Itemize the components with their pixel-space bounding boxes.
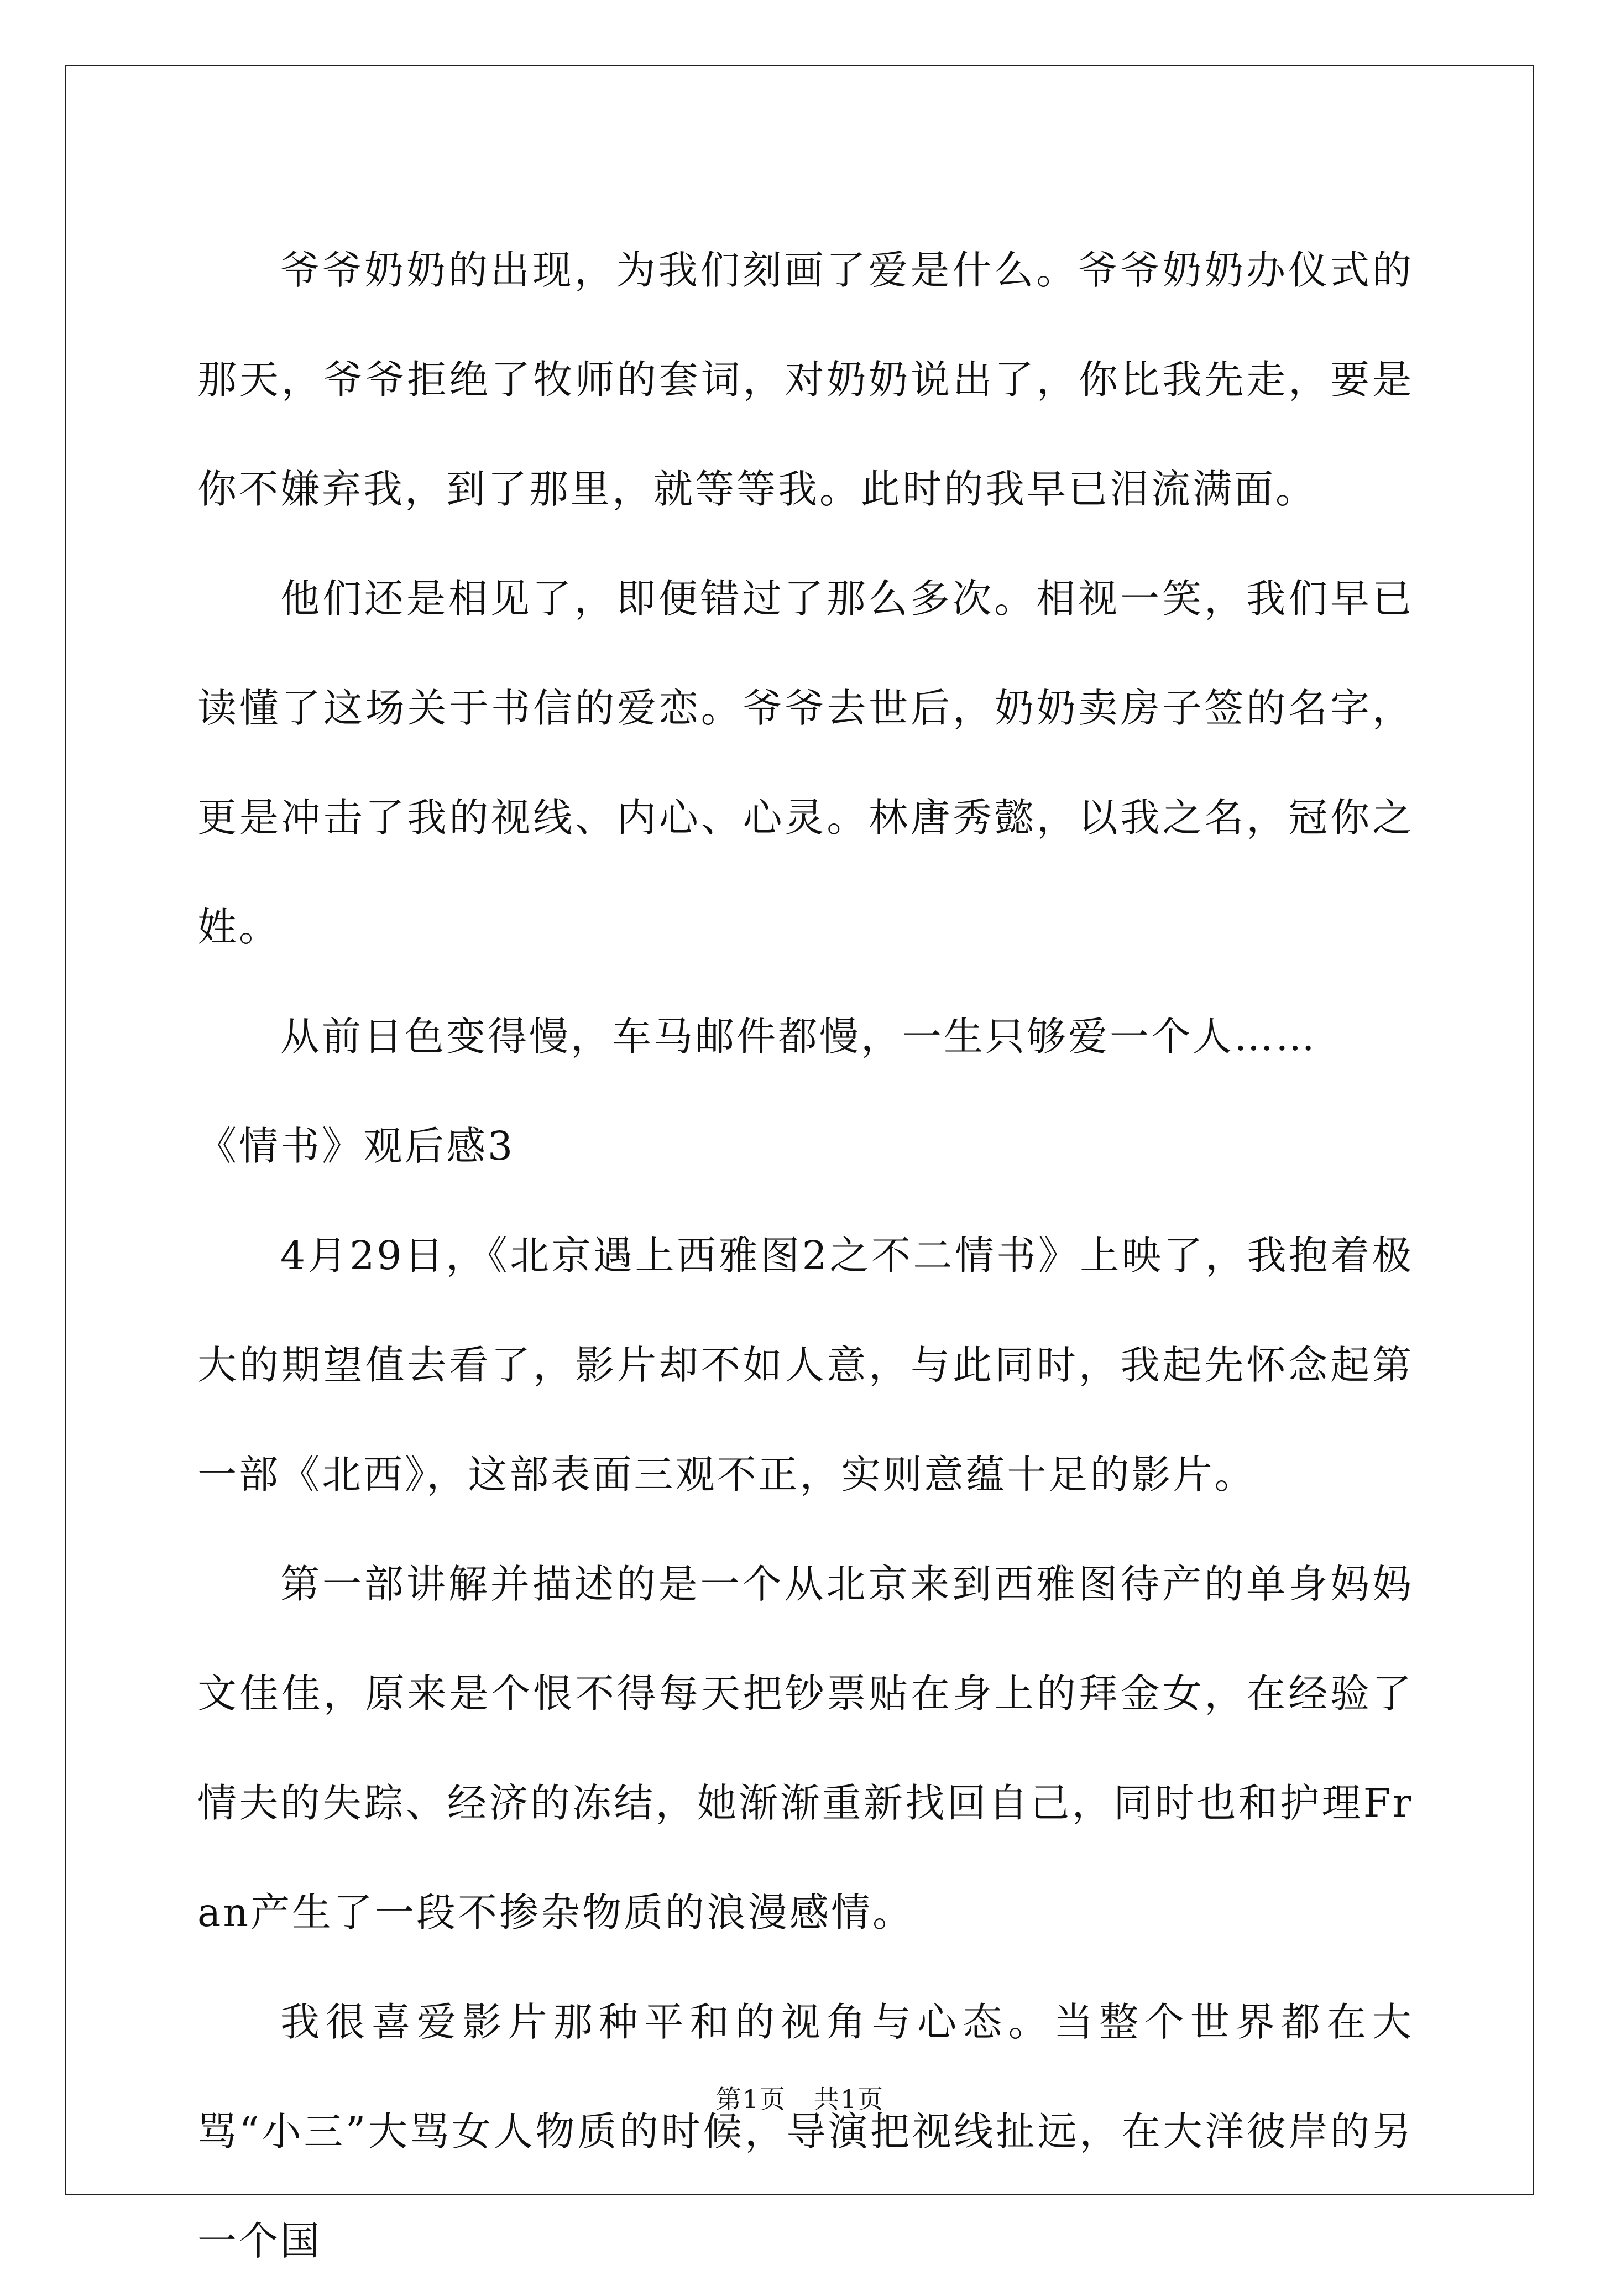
page-total: 共1页 bbox=[814, 2084, 885, 2114]
document-body bbox=[197, 216, 1414, 2296]
paragraph-4: 4月29日，《北京遇上西雅图2之不二情书》上映了，我抱着极大的期望值去看了，影片却不如人意，与此同时，我起先怀念起第一部《北西》，这部表面三观不正，实则意蕴十足的影片。 bbox=[197, 1233, 1414, 1497]
paragraph-2: 他们还是相见了，即便错过了那么多次。相视一笑，我们早已读懂了这场关于书信的爱恋。爷爷去世后，奶奶卖房子签的名字，更是冲击了我的视线、内心、心灵。林唐秀懿，以我之名，冠你之姓。 bbox=[197, 576, 1414, 950]
paragraph-6: 我很喜爱影片那种平和的视角与心态。当整个世界都在大骂“小三”大骂女人物质的时候，导演把视线扯远，在大洋彼岸的另一个国 bbox=[197, 1999, 1414, 2264]
paragraph-5: 第一部讲解并描述的是一个从北京来到西雅图待产的单身妈妈文佳佳，原来是个恨不得每天把钞票贴在身上的拜金女，在经验了情夫的失踪、经济的冻结，她渐渐重新找回自己，同时也和护理Fran产生了一段不掺杂物质的浪漫感情。 bbox=[197, 1561, 1414, 1935]
paragraph-1: 爷爷奶奶的出现，为我们刻画了爱是什么。爷爷奶奶办仪式的那天，爷爷拒绝了牧师的套词，对奶奶说出了，你比我先走，要是你不嫌弃我，到了那里，就等等我。此时的我早已泪流满面。 bbox=[197, 247, 1414, 512]
section-heading: 《情书》观后感3 bbox=[197, 1123, 515, 1169]
page-number: 第1页 bbox=[715, 2084, 786, 2114]
page-footer bbox=[0, 2079, 1600, 2116]
paragraph-3: 从前日色变得慢，车马邮件都慢，一生只够爱一个人…… bbox=[280, 1014, 1317, 1060]
